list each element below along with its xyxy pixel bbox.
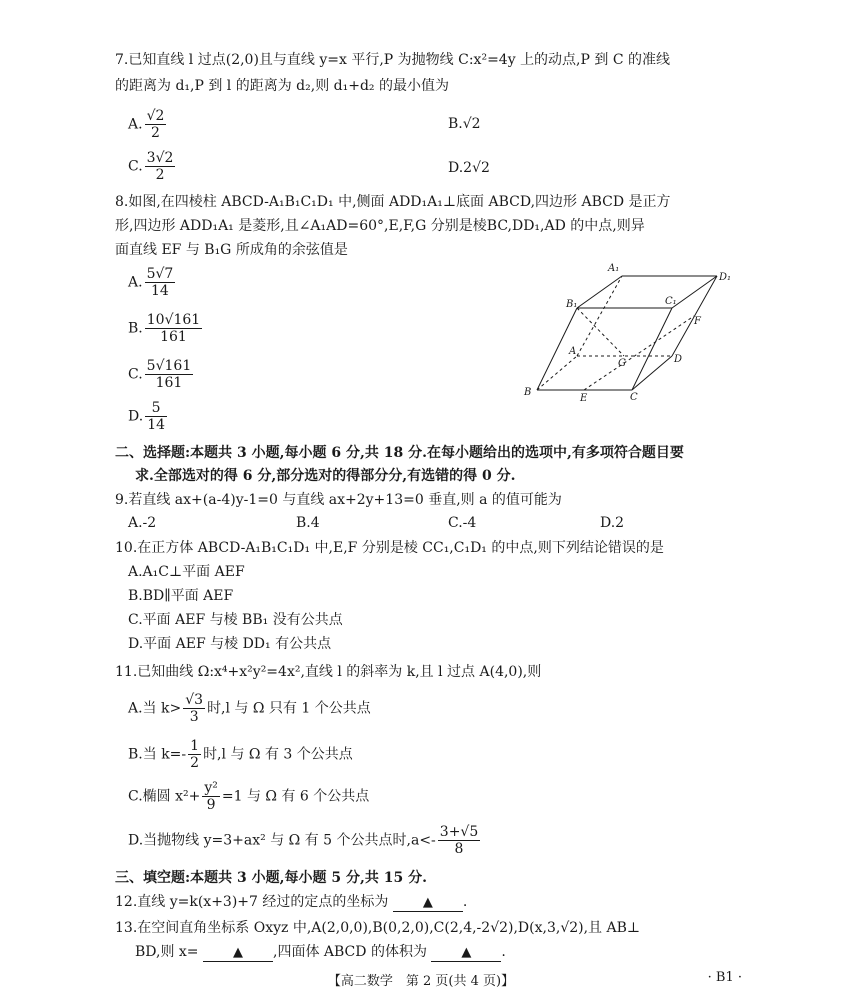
q7-option-a[interactable]: A. $\frac{√2}{2}$: [128, 108, 165, 141]
label-C1: C₁: [665, 296, 677, 307]
label-D1: D₁: [719, 272, 732, 283]
edge-B1A1: [577, 276, 622, 308]
q11-option-c[interactable]: C.椭圆 x²+ $\frac{\text{y²}}{9}$ =1 与 Ω 有 6 个公共点: [128, 780, 370, 813]
answer-blank[interactable]: [393, 894, 463, 912]
q7-option-b[interactable]: B.√2: [448, 116, 481, 132]
q9-option-d[interactable]: D.2: [600, 515, 625, 531]
fraction: $\frac{√2}{2}$: [146, 108, 165, 141]
q9-option-a[interactable]: A.-2: [128, 515, 157, 531]
q8-stem-line2: 形,四边形 ADD₁A₁ 是菱形,且∠A₁AD=60°,E,F,G 分别是棱BC,DD₁,AD 的中点,则异: [115, 218, 645, 234]
label-A: A: [569, 346, 577, 357]
q9-option-c[interactable]: C.-4: [448, 515, 477, 531]
edge-AA1: [577, 276, 622, 356]
q13-stem-line2: BD,则 x= ▲ ,四面体 ABCD 的体积为 ▲ .: [135, 944, 506, 960]
label-F: F: [694, 316, 701, 327]
q7-option-d[interactable]: D.2√2: [448, 160, 490, 176]
q10-option-c[interactable]: C.平面 AEF 与棱 BB₁ 没有公共点: [128, 612, 343, 628]
q10-stem: 10.在正方体 ABCD-A₁B₁C₁D₁ 中,E,F 分别是棱 CC₁,C₁D₁ 的中点,则下列结论错误的是: [115, 540, 664, 556]
q8-option-b[interactable]: B. $\frac{10√161}{161}$: [128, 312, 201, 345]
q10-option-a[interactable]: A.A₁C⊥平面 AEF: [128, 564, 245, 580]
q10-option-b[interactable]: B.BD∥平面 AEF: [128, 588, 234, 604]
fraction: $\frac{\text{y²}}{9}$: [204, 780, 218, 813]
q9-option-b[interactable]: B.4: [296, 515, 320, 531]
fraction: $\frac{√3}{3}$: [185, 692, 204, 725]
segment-EF: [584, 316, 694, 390]
q9-stem: 9.若直线 ax+(a-4)y-1=0 与直线 ax+2y+13=0 垂直,则 a 的值可能为: [115, 492, 562, 508]
label-B: B: [524, 387, 532, 398]
q8-stem-line1: 8.如图,在四棱柱 ABCD-A₁B₁C₁D₁ 中,侧面 ADD₁A₁⊥底面 ABCD,四边形 ABCD 是正方: [115, 194, 671, 210]
q8-option-d[interactable]: D. $\frac{5}{14}$: [128, 400, 166, 433]
label-A1: A₁: [608, 263, 620, 274]
fraction: $\frac{1}{2}$: [190, 738, 200, 771]
answer-blank-volume[interactable]: [431, 944, 501, 962]
q8-option-c[interactable]: C. $\frac{5√161}{161}$: [128, 358, 192, 391]
label-D: D: [674, 354, 683, 365]
q7-option-c[interactable]: C. $\frac{3√2}{2}$: [128, 150, 174, 183]
q11-option-b[interactable]: B.当 k=- $\frac{1}{2}$ 时,l 与 Ω 有 3 个公共点: [128, 738, 353, 771]
section2-heading-line1: 二、选择题:本题共 3 小题,每小题 6 分,共 18 分.在每小题给出的选项中,有多项符合题目要: [115, 445, 684, 461]
edge-C1D1: [672, 276, 717, 308]
label-G: G: [618, 358, 626, 369]
edge-CD: [632, 356, 672, 390]
triangle-icon: ▲: [233, 945, 243, 960]
fraction: $\frac{5√7}{14}$: [146, 266, 174, 299]
triangle-icon: ▲: [422, 895, 433, 910]
q8-stem-line3: 面直线 EF 与 B₁G 所成角的余弦值是: [115, 242, 348, 258]
fraction: $\frac{5√161}{161}$: [146, 358, 192, 391]
triangle-icon: ▲: [461, 945, 472, 960]
fraction: $\frac{3+√5}{8}$: [439, 824, 479, 857]
edge-CC1: [632, 308, 672, 390]
answer-blank-x[interactable]: [203, 944, 273, 962]
prism-figure: [512, 258, 742, 406]
section3-heading: 三、填空题:本题共 3 小题,每小题 5 分,共 15 分.: [115, 870, 427, 886]
q13-stem-line1: 13.在空间直角坐标系 Oxyz 中,A(2,0,0),B(0,2,0),C(2,4,-2√2),D(x,3,√2),且 AB⊥: [115, 920, 641, 936]
q11-option-a[interactable]: A.当 k> $\frac{√3}{3}$ 时,l 与 Ω 只有 1 个公共点: [128, 692, 371, 725]
section2-heading-line2: 求.全部选对的得 6 分,部分选对的得部分分,有选错的得 0 分.: [135, 468, 516, 484]
segment-B1G: [577, 308, 624, 356]
fraction: $\frac{3√2}{2}$: [146, 150, 174, 183]
page-footer: 【高二数学 第 2 页(共 4 页)】: [327, 974, 515, 989]
q7-stem-line1: 7.已知直线 l 过点(2,0)且与直线 y=x 平行,P 为抛物线 C:x²=4y 上的动点,P 到 C 的准线: [115, 52, 670, 68]
label-E: E: [580, 393, 588, 404]
edge-BA: [537, 356, 577, 390]
page-code: · B1 ·: [707, 970, 742, 985]
q7-stem-line2: 的距离为 d₁,P 到 l 的距离为 d₂,则 d₁+d₂ 的最小值为: [115, 78, 449, 94]
q10-option-d[interactable]: D.平面 AEF 与棱 DD₁ 有公共点: [128, 636, 332, 652]
label-C: C: [630, 392, 638, 403]
fraction: $\frac{5}{14}$: [147, 400, 166, 433]
q12-stem: 12.直线 y=k(x+3)+7 经过的定点的坐标为 ▲ .: [115, 894, 468, 910]
fraction: $\frac{10√161}{161}$: [146, 312, 201, 345]
label-B1: B₁: [566, 299, 578, 310]
q11-stem: 11.已知曲线 Ω:x⁴+x²y²=4x²,直线 l 的斜率为 k,且 l 过点 A(4,0),则: [115, 664, 542, 680]
q11-option-d[interactable]: D.当抛物线 y=3+ax² 与 Ω 有 5 个公共点时,a<- $\frac{3+√5}{8}$: [128, 824, 479, 857]
q8-option-a[interactable]: A. $\frac{5√7}{14}$: [128, 266, 174, 299]
